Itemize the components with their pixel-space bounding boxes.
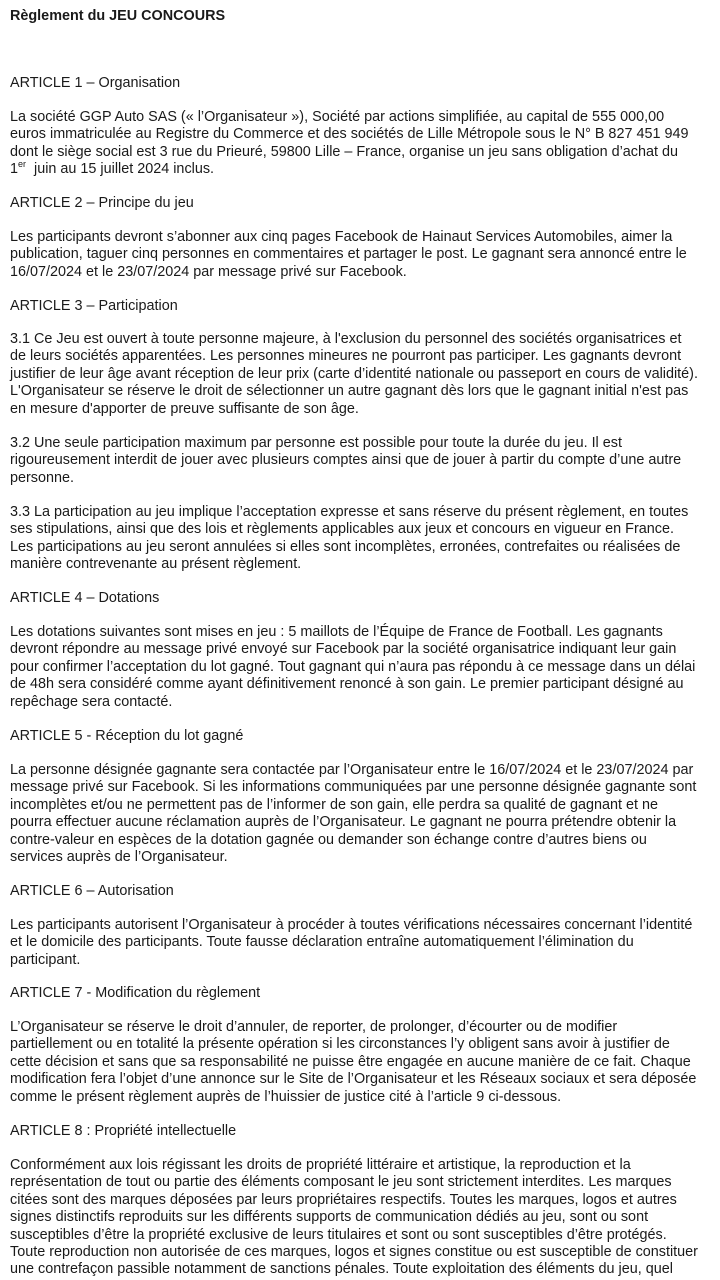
article-8-paragraph: Conformément aux lois régissant les droits de propriété littéraire et artistique, la reproduction et la représentation de tout ou partie des éléments composant le jeu sont strictement interdites. Les marques citées sont des marques déposées par leurs propriétaires respectifs. Toutes les marques, logos et autres signes distinctifs reproduits sur les différents supports de communication dédiés au jeu, sont ou sont susceptibles d’être la propriété exclusive de leurs titulaires et sont ou sont susceptibles d’être protégés. Toute reproduction non autorisée de ces marques, logos et signes constitue ou est susceptible de constituer une contrefaçon passible notamment de sanctions pénales. Toute exploitation des éléments du jeu, quel [10, 1157, 698, 1278]
article-4-heading: ARTICLE 4 – Dotations [10, 590, 160, 606]
article-1-date-rest: juin au 15 juillet 2024 inclus. [26, 161, 215, 178]
article-5-paragraph: La personne désignée gagnante sera contactée par l’Organisateur entre le 16/07/2024 et le 23/07/2024 par message privé sur Facebook. Si les informations communiquées par une personne désignée gagnante sont incomplètes et/ou ne permettent pas de l’informer de son gain, elle perdra sa qualité de gagnant et ne pourra effectuer aucune réclamation auprès de l’Organisateur. Le gagnant ne pourra prétendre obtenir la contre-valeur en espèces de la dotation gagnée ou demander son échange contre d’autres biens ou services auprès de l’Organisateur. [10, 762, 697, 866]
article-1-date-superscript: er [18, 159, 27, 170]
article-3-paragraph-1: 3.1 Ce Jeu est ouvert à toute personne majeure, à l'exclusion du personnel des sociétés organisatrices et de leurs sociétés apparentées. Les personnes mineures ne pourront pas participer. Les gagnants devront justifier de leur âge avant réception de leur prix (carte d’identité nationale ou passeport en cours de validité). L'Organisateur se réserve le droit de sélectionner un autre gagnant dès lors que le gagnant initial n'est pas en mesure d'apporter de preuve suffisante de son âge. [10, 331, 698, 417]
article-1-paragraph [10, 109, 716, 179]
article-1-date-number: 1 [10, 161, 19, 178]
article-4-paragraph: Les dotations suivantes sont mises en jeu : 5 maillots de l’Équipe de France de Football. Les gagnants devront répondre au message privé envoyé sur Facebook par la société organisatrice indiquant leur gain pour confirmer l’acceptation du lot gagné. Tout gagnant qui n’aura pas répondu à ce message dans un délai de 48h sera considéré comme ayant définitivement renoncé à son gain. Le premier participant désigné au repêchage sera contacté. [10, 624, 696, 710]
article-1-heading: ARTICLE 1 – Organisation [10, 75, 181, 91]
article-7-heading: ARTICLE 7 - Modification du règlement [10, 985, 261, 1001]
article-3-paragraph-2: 3.2 Une seule participation maximum par personne est possible pour toute la durée du jeu. Il est rigoureusement interdit de jouer avec plusieurs comptes ainsi que de jouer à partir du compte d’une autre personne. [10, 435, 682, 486]
article-2-heading: ARTICLE 2 – Principe du jeu [10, 195, 194, 211]
article-6-paragraph: Les participants autorisent l’Organisateur à procéder à toutes vérifications nécessaires concernant l’identité et le domicile des participants. Toute fausse déclaration entraîne automatiquement l’élimination du participant. [10, 917, 693, 968]
article-6-heading: ARTICLE 6 – Autorisation [10, 883, 174, 899]
article-7-paragraph: L’Organisateur se réserve le droit d’annuler, de reporter, de prolonger, d’écourter ou de modifier partiellement ou en totalité la présente opération si les circonstances l’y obligent sans avoir à justifier de cette décision et sans que sa responsabilité ne puisse être engagée en aucune manière de ce fait. Chaque modification fera l’objet d’une annonce sur le Site de l’Organisateur et les Réseaux sociaux et sera déposée comme le présent règlement auprès de l’huissier de justice cité à l’article 9 ci-dessous. [10, 1019, 697, 1105]
article-1-paragraph-text: La société GGP Auto SAS (« l’Organisateur »), Société par actions simplifiée, au capital de 555 000,00 euros immatriculée au Registre du Commerce et des sociétés de Lille Métropole sous le N° B 827 451 949 dont le siège social est 3 rue du Prieuré, 59800 Lille – France, organise un jeu sans obligation d’achat du [10, 109, 689, 160]
article-5-heading: ARTICLE 5 - Réception du lot gagné [10, 728, 244, 744]
document-title: Règlement du JEU CONCOURS [10, 8, 226, 24]
article-3-heading: ARTICLE 3 – Participation [10, 298, 178, 314]
article-8-heading: ARTICLE 8 : Propriété intellectuelle [10, 1123, 237, 1139]
article-2-paragraph: Les participants devront s’abonner aux cinq pages Facebook de Hainaut Services Automobiles, aimer la publication, taguer cinq personnes en commentaires et partager le post. Le gagnant sera annoncé entre le 16/07/2024 et le 23/07/2024 par message privé sur Facebook. [10, 229, 687, 280]
article-3-paragraph-3: 3.3 La participation au jeu implique l’acceptation expresse et sans réserve du présent règlement, en toutes ses stipulations, ainsi que des lois et règlements applicables aux jeux et concours en vigueur en France. Les participations au jeu seront annulées si elles sont incomplètes, erronées, contrefaites ou réalisées de manière contrevenante au présent règlement. [10, 504, 689, 573]
